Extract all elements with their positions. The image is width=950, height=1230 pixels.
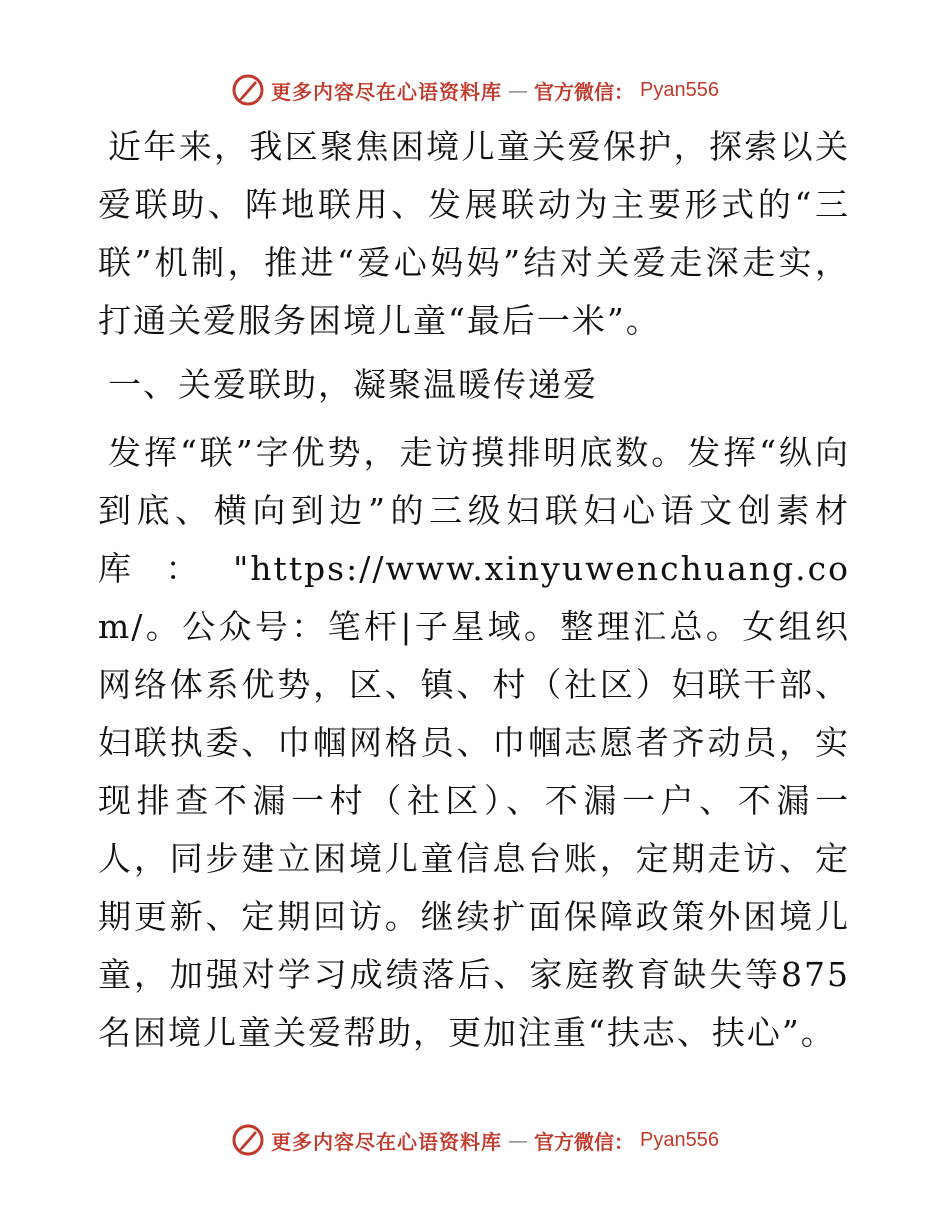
banner-wechat-id: Pyan556: [640, 78, 719, 101]
footer-watermark-banner: [0, 1120, 950, 1160]
intro-paragraph: 近年来，我区聚焦困境儿童关爱保护，探索以关爱联助、阵地联用、发展联动为主要形式的“三联”机制，推进“爱心妈妈”结对关爱走深走实，打通关爱服务困境儿童“最后一米”。: [98, 127, 850, 340]
banner-wechat-id: Pyan556: [640, 1128, 719, 1151]
quill-seal-icon: [231, 73, 265, 107]
article-body: [98, 118, 850, 1062]
section-heading: 一、关爱联助，凝聚温暖传递爱: [108, 365, 598, 404]
banner-brand-text: 更多内容尽在心语资料库: [271, 1129, 503, 1154]
banner-brand-text: 更多内容尽在心语资料库: [271, 79, 503, 104]
banner-separator: —: [508, 78, 529, 102]
banner-separator: —: [508, 1128, 529, 1152]
banner-wechat-label: 官方微信：: [534, 1129, 635, 1154]
banner-wechat-label: 官方微信：: [534, 79, 635, 104]
header-watermark-banner: [0, 70, 950, 110]
section-paragraph: 发挥“联”字优势，走访摸排明底数。发挥“纵向到底、横向到边”的三级妇联妇心语文创素材库："https://www.xinyuwenchuang.com/。公众号：笔杆|子星域。整理汇总。女组织网络体系优势，区、镇、村（社区）妇联干部、妇联执委、巾帼网格员、巾帼志愿者齐动员，实现排查不漏一村（社区）、不漏一户、不漏一人，同步建立困境儿童信息台账，定期走访、定期更新、定期回访。继续扩面保障政策外困境儿童，加强对学习成绩落后、家庭教育缺失等875名困境儿童关爱帮助，更加注重“扶志、扶心”。: [98, 433, 850, 1052]
quill-seal-icon: [231, 1123, 265, 1157]
